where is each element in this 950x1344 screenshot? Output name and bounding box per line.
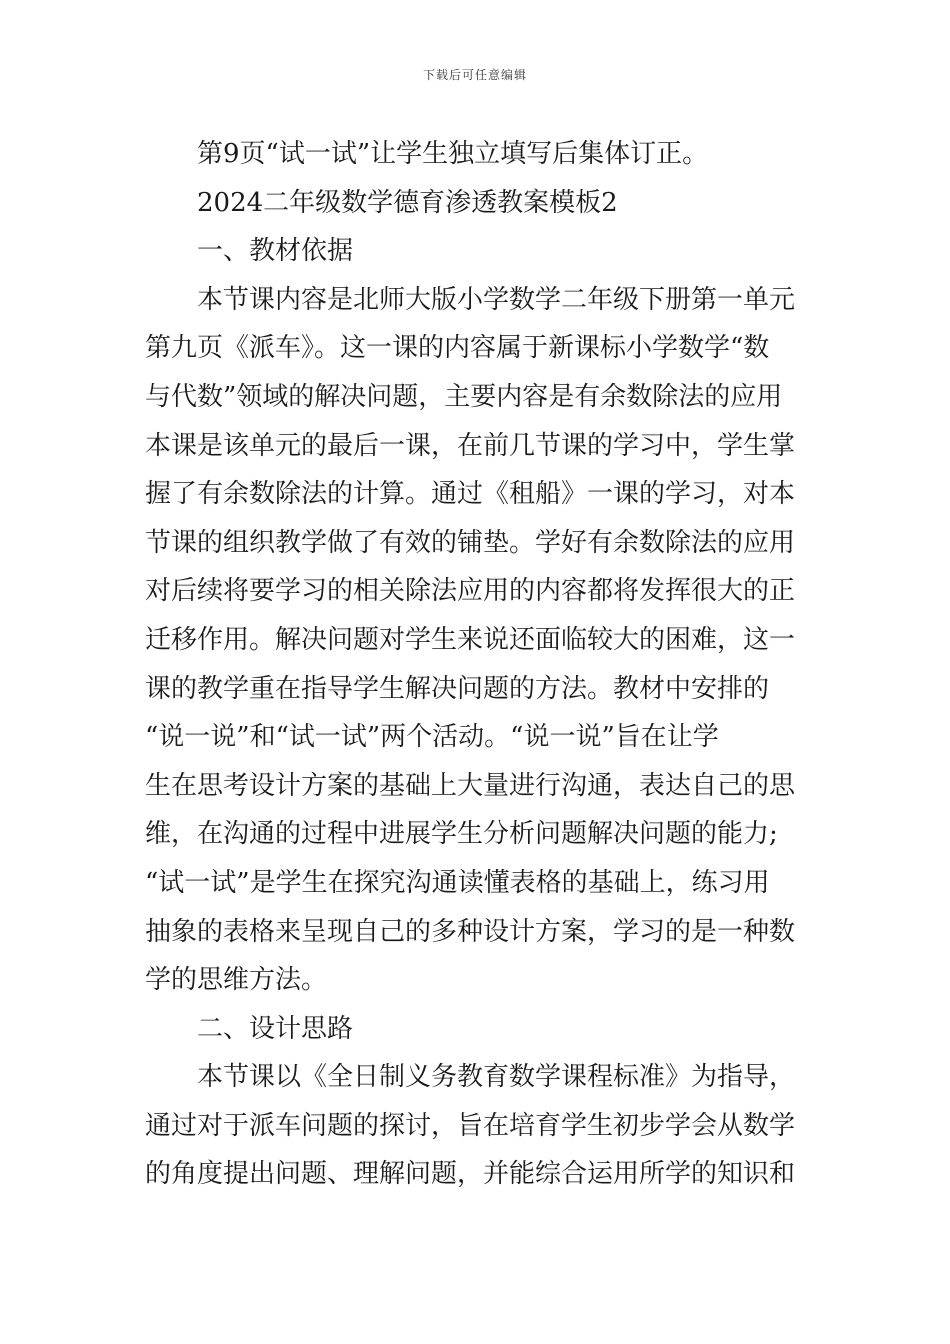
- paragraph-line: 第九页《派车》。这一课的内容属于新课标小学数学“数: [145, 333, 770, 364]
- section-heading: 一、教材依据: [197, 236, 354, 267]
- paragraph-line: 与代数”领域的解决问题，主要内容是有余数除法的应用: [145, 381, 783, 412]
- section-title: 2024二年级数学德育渗透教案模板2: [197, 187, 618, 218]
- paragraph-line: 学的思维方法。: [145, 965, 328, 996]
- paragraph-line: 生在思考设计方案的基础上大量进行沟通，表达自己的思: [145, 770, 796, 801]
- page-header: 下载后可任意编辑: [422, 68, 527, 82]
- paragraph-line: 迁移作用。解决问题对学生来说还面临较大的困难，这一: [145, 624, 796, 655]
- paragraph-line: “说一说”和“试一试”两个活动。“说一说”旨在让学: [145, 722, 719, 753]
- paragraph-line: 本节课内容是北师大版小学数学二年级下册第一单元: [197, 284, 796, 315]
- paragraph-line: 课的教学重在指导学生解决问题的方法。教材中安排的: [145, 673, 770, 704]
- paragraph-line: 抽象的表格来呈现自己的多种设计方案，学习的是一种数: [145, 916, 796, 947]
- paragraph-line: 对后续将要学习的相关除法应用的内容都将发挥很大的正: [145, 576, 796, 607]
- section-heading: 二、设计思路: [197, 1013, 354, 1044]
- document-body: [145, 130, 810, 1199]
- paragraph-line: “试一试”是学生在探究沟通读懂表格的基础上，练习用: [145, 867, 770, 898]
- paragraph-line: 通过对于派车问题的探讨，旨在培育学生初步学会从数学: [145, 1110, 796, 1141]
- paragraph-line: 维，在沟通的过程中进展学生分析问题解决问题的能力;: [145, 819, 778, 850]
- paragraph-line: 本节课以《全日制义务教育数学课程标准》为指导，: [197, 1062, 796, 1093]
- paragraph-line: 第9页“试一试”让学生独立填写后集体订正。: [197, 139, 709, 169]
- paragraph-line: 本课是该单元的最后一课，在前几节课的学习中，学生掌: [145, 430, 796, 461]
- paragraph-line: 的角度提出问题、理解问题，并能综合运用所学的知识和: [145, 1159, 796, 1190]
- paragraph-line: 节课的组织教学做了有效的铺垫。学好有余数除法的应用: [145, 527, 796, 558]
- paragraph-line: 握了有余数除法的计算。通过《租船》一课的学习，对本: [145, 479, 796, 510]
